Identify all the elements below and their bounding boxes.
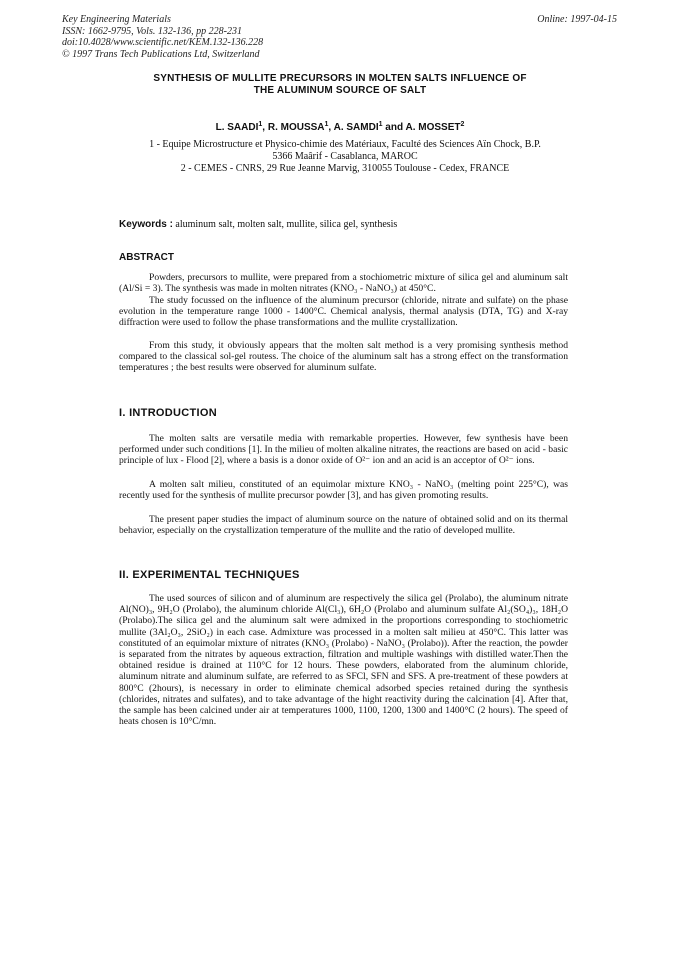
abstract-paragraph-3: From this study, it obviously appears that the molten salt method is a very promising synthesis method compared to the classical sol-gel routess. The choice of the aluminum salt has a strong effect on the transformation temperatures ; the best results were observed for aluminum sulfate. bbox=[119, 340, 568, 374]
keywords-text: aluminum salt, molten salt, mullite, silica gel, synthesis bbox=[172, 219, 398, 230]
author-3: A. SAMDI bbox=[333, 122, 379, 133]
affiliation-1 bbox=[120, 139, 570, 163]
abstract-paragraph-1: Powders, precursors to mullite, were prepared from a stochiometric mixture of silica gel and aluminum salt (Al/Si = 3). The synthesis was made in molten nitrates (KNO₃ - NaNO₃) at 450°C. bbox=[119, 272, 568, 295]
paper-title bbox=[110, 73, 570, 96]
abstract-paragraph-2: The study focussed on the influence of the aluminum precursor (chloride, nitrate and sulfate) on the phase evolution in the temperature range 1000 - 1400°C. Chemical analysis, thermal analysis (DTA, TG) and X-ray diffraction were used to follow the phase transformations and the mullite crystallization. bbox=[119, 295, 568, 329]
author-1: L. SAADI bbox=[215, 122, 259, 133]
abstract-heading: ABSTRACT bbox=[119, 252, 174, 263]
introduction-heading: I. INTRODUCTION bbox=[119, 407, 217, 419]
author-sep: , bbox=[262, 122, 268, 133]
author-4: A. MOSSET bbox=[405, 122, 461, 133]
author-sep: , bbox=[328, 122, 334, 133]
author-3-affil: 1 bbox=[378, 121, 383, 128]
author-2-affil: 1 bbox=[324, 121, 329, 128]
author-list bbox=[120, 122, 560, 133]
experimental-paragraph-1: The used sources of silicon and of aluminum are respectively the silica gel (Prolabo), the aluminum nitrate Al(NO)₃, 9H₂O (Prolabo), the aluminum chloride Al(Cl₃), 6H₂O (Prolabo and aluminum sulfate Al₂(SO₄)₃, 18H₂O (Prolabo).The silica gel and the aluminum salt were admixed in the proportions corresponding to stochiometric mullite (3Al₂O₃, 2SiO₂) in each case. Admixture was processed in a molten salt milieu at 450°C. This latter was constituted of an equimolar mixture of nitrates (KNO₃ (Prolabo) - NaNO₃ (Prolabo)). After the reaction, the powder is separated from the nitrates by aqueous extraction, filtration and multiple washings with distilled water.Then the obtained residue is drained at 110°C for 12 hours. These powders, elaborated from the aluminum chloride, aluminum nitrate and aluminum sulfate, are referred to as SFCl, SFN and SFS. A pre-treatment of these powders at 800°C (2hours), is necessary in order to eliminate chemical adsorbed species retained during the synthesis (chlorides, nitrates and sulfates), and to take advantage of the hight reactivity during the calcination [4]. After that, the sample has been calcined under air at temperatures 1000, 1100, 1200, 1300 and 1400°C (2 hours). The speed of heats chosen is 10°C/mn. bbox=[119, 593, 568, 728]
affiliation-2: 2 - CEMES - CNRS, 29 Rue Jeanne Marvig, 310055 Toulouse - Cedex, FRANCE bbox=[180, 163, 510, 174]
author-4-affil: 2 bbox=[460, 121, 465, 128]
affiliation-1-line-1: 1 - Equipe Microstructure et Physico-chimie des Matériaux, Faculté des Sciences Aïn Chock, B.P. bbox=[149, 139, 541, 150]
introduction-paragraph-2: A molten salt milieu, constituted of an equimolar mixture KNO₃ - NaNO₃ (melting point 225°C), was recently used for the synthesis of mullite precursor powder [3], and has given promoting results. bbox=[119, 479, 568, 502]
keywords bbox=[119, 219, 569, 230]
title-line-1: SYNTHESIS OF MULLITE PRECURSORS IN MOLTEN SALTS INFLUENCE OF bbox=[153, 73, 527, 84]
introduction-paragraph-1: The molten salts are versatile media with remarkable properties. However, few synthesis have been performed under such conditions [1]. In the milieu of molten alkaline nitrates, the reactions are based on acid - basic principle of lux - Flood [2], where a basis is a donor oxide of O²⁻ ion and an acid is an acceptor of O²⁻ ions. bbox=[119, 433, 568, 467]
introduction-paragraph-3: The present paper studies the impact of aluminum source on the nature of obtained solid and on its thermal behavior, especially on the crystallization temperature of the mullite and the ratio of developed mullite. bbox=[119, 514, 568, 537]
copyright-line: © 1997 Trans Tech Publications Ltd, Switzerland bbox=[62, 48, 260, 60]
issn-line: ISSN: 1662-9795, Vols. 132-136, pp 228-231 bbox=[62, 25, 242, 37]
doi-line: doi:10.4028/www.scientific.net/KEM.132-136.228 bbox=[62, 37, 264, 48]
journal-header bbox=[62, 14, 617, 60]
affiliation-1-line-2: 5366 Maârif - Casablanca, MAROC bbox=[272, 151, 418, 162]
title-line-2: THE ALUMINUM SOURCE OF SALT bbox=[253, 84, 427, 96]
online-date: Online: 1997-04-15 bbox=[537, 14, 617, 25]
experimental-heading: II. EXPERIMENTAL TECHNIQUES bbox=[119, 569, 300, 581]
author-1-affil: 1 bbox=[258, 121, 263, 128]
author-2: R. MOUSSA bbox=[267, 122, 325, 133]
keywords-label: Keywords : bbox=[119, 219, 173, 230]
journal-name: Key Engineering Materials bbox=[62, 14, 171, 25]
author-and: and bbox=[382, 122, 406, 133]
